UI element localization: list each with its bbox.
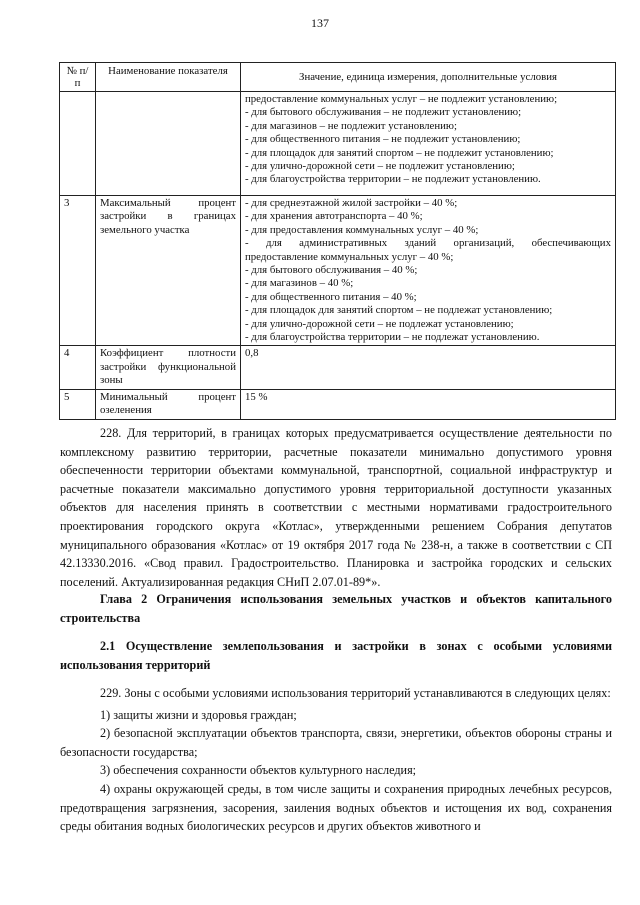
value-line: - для улично-дорожной сети – не подлежит установлению; — [245, 160, 515, 173]
body-continuation — [60, 684, 612, 836]
value-line: 0,8 — [245, 347, 259, 360]
value-line: - для магазинов – 40 %; — [245, 277, 354, 290]
row-name: Минимальный процент озеленения — [96, 389, 241, 419]
row-value — [241, 389, 616, 419]
value-line: - для бытового обслуживания – не подлежит установлению; — [245, 106, 522, 119]
row-value — [241, 92, 616, 196]
value-line: - для административных зданий организаций, обеспечивающих — [245, 237, 611, 250]
page-number: 137 — [311, 16, 329, 30]
list-item: 3) обеспечения сохранности объектов культурного наследия; — [100, 763, 417, 778]
list-item: 1) защиты жизни и здоровья граждан; — [100, 707, 297, 722]
value-line: - для общественного питания – не подлежит установлению; — [245, 133, 521, 146]
row-num: 5 — [60, 389, 96, 419]
section-heading: 2.1 Осуществление землепользования и застройки в зонах с особыми условиями использования территорий — [60, 639, 612, 672]
table-row — [60, 196, 616, 346]
value-line: - для благоустройства территории – не подлежит установлению. — [245, 173, 541, 186]
row-name: Коэффициент плотности застройки функциональной зоны — [96, 346, 241, 389]
row-value — [241, 196, 616, 346]
paragraph-228-block — [60, 424, 612, 591]
value-line: - для улично-дорожной сети – не подлежат установлению; — [245, 317, 514, 330]
paragraph-229: 229. Зоны с особыми условиями использования территорий устанавливаются в следующих целях: — [100, 686, 611, 700]
table-header-row — [60, 63, 616, 92]
row-name — [96, 92, 241, 196]
row-name: Максимальный процент застройки в границах земельного участка — [96, 196, 241, 346]
value-line: предоставление коммунальных услуг – не подлежит установлению; — [245, 93, 558, 105]
value-line: предоставление коммунальных услуг – 40 %; — [245, 250, 454, 263]
value-line: - для благоустройства территории – не подлежат установлению. — [245, 331, 540, 344]
value-line: - для хранения автотранспорта – 40 %; — [245, 210, 423, 223]
value-line: - для общественного питания – 40 %; — [245, 290, 417, 303]
value-line: - для площадок для занятий спортом – не подлежит установлению; — [245, 146, 554, 159]
list-item: 2) безопасной эксплуатации объектов транспорта, связи, энергетики, объектов обороны страны и безопасности государства; — [60, 726, 612, 759]
header-value: Значение, единица измерения, дополнительные условия — [241, 63, 616, 92]
value-line: - для магазинов – не подлежит установлению; — [245, 119, 457, 132]
list-item: 4) охраны окружающей среды, в том числе защиты и сохранения природных лечебных ресурсов, предотвращения загрязнения, засорения, заиления водных объектов и истощения их вод, сохранения среды обитания водных биологических ресурсов и других объектов животного и — [60, 781, 612, 834]
indicators-table — [59, 62, 616, 420]
header-name: Наименование показателя — [96, 63, 241, 92]
table-row — [60, 389, 616, 419]
chapter-heading: Глава 2 Ограничения использования земельных участков и объектов капитального строительства — [60, 592, 612, 625]
row-value — [241, 346, 616, 389]
table-row — [60, 346, 616, 389]
value-line: 15 % — [245, 390, 268, 403]
row-num — [60, 92, 96, 196]
row-num: 3 — [60, 196, 96, 346]
section-heading-block — [60, 637, 612, 674]
value-line: - для площадок для занятий спортом – не подлежат установлению; — [245, 304, 553, 317]
chapter-heading-block — [60, 590, 612, 627]
paragraph-228: 228. Для территорий, в границах которых предусматривается осуществление деятельности по комплексному развитию территории, расчетные показатели минимально допустимого уровня обеспеченности территории объектами коммунальной, транспортной, социальной инфраструктур и расчетные показатели максимально допустимого уровня территориальной доступности указанных объектов для населения принять в соответствии с местными нормативами градостроительного проектирования городского округа «Котлас», утвержденными решением Собрания депутатов муниципального образования «Котлас» от 19 октября 2017 года № 238-н, а также в соответствии с СП 42.13330.2016. «Свод правил. Градостроительство. Планировка и застройка городских и сельских поселений. Актуализированная редакция СНиП 2.07.01-89*». — [60, 426, 612, 589]
header-num: № п/п — [60, 63, 96, 92]
value-line: - для среднеэтажной жилой застройки – 40 %; — [245, 197, 458, 209]
row-num: 4 — [60, 346, 96, 389]
table-row — [60, 92, 616, 196]
value-line: - для бытового обслуживания – 40 %; — [245, 264, 418, 277]
value-line: - для предоставления коммунальных услуг – 40 %; — [245, 223, 479, 236]
